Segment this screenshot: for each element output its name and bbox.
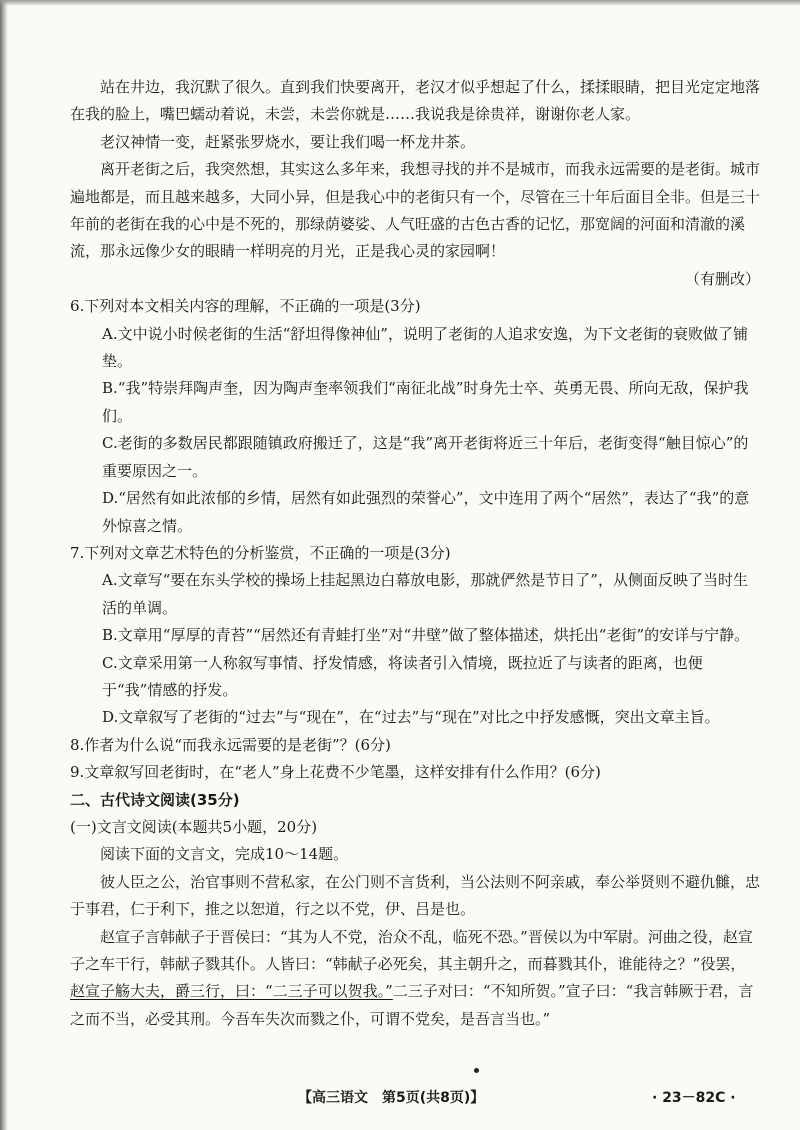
classical-text-before: 赵宣子言韩献子于晋侯曰：“其为人不党，治众不乱，临死不恐。”晋侯以为中军尉。河曲之役，赵宣子之车干行，韩献子戮其仆。人皆曰：“韩献子必死矣，其主朝升之，而暮戮其仆，谁能待之？”役罢，	[70, 927, 753, 973]
question-8: 8.作者为什么说“而我永远需要的是老街”？(6分)	[70, 735, 391, 754]
question-7-option-a: A.文章写“要在东头学校的操场上挂起黑边白幕放电影，那就俨然是节日了”，从侧面反映了当时生活的单调。	[102, 571, 748, 617]
question-9: 9.文章叙写回老街时，在“老人”身上花费不少笔墨，这样安排有什么作用？(6分)	[70, 763, 601, 782]
underlined-sentence: 赵宣子觞大夫，爵三行，曰：“二三子可以贺我。”	[70, 982, 393, 1001]
section-2-subtitle: (一)文言文阅读(本题共5小题，20分)	[70, 817, 318, 836]
footer-page-label: 【高三语文 第5页(共8页)】	[298, 1090, 485, 1106]
scan-shadow-left	[0, 0, 8, 1130]
passage-paragraph-1: 站在井边，我沉默了很久。直到我们快要离开，老汉才似乎想起了什么，揉揉眼睛，把目光定定地落在我的脸上，嘴巴蠕动着说，未尝，未尝你就是……我说我是徐贵祥，谢谢你老人家。	[70, 78, 761, 124]
footer-exam-code: · 23－82C ·	[652, 1090, 736, 1106]
page-content	[70, 74, 760, 1033]
classical-paragraph-2	[70, 924, 760, 1034]
passage-paragraph-2: 老汉神情一变，赶紧张罗烧水，要让我们喝一杯龙井茶。	[100, 132, 476, 151]
question-6-option-b: B.“我”特崇拜陶声奎，因为陶声奎率领我们“南征北战”时身先士卒、英勇无畏、所向无敌，保护我们。	[102, 379, 749, 425]
question-6-stem: 6.下列对本文相关内容的理解，不正确的一项是(3分)	[70, 297, 421, 316]
question-6-option-c: C.老街的多数居民都跟随镇政府搬迁了，这是“我”离开老街将近三十年后，老街变得“触目惊心”的重要原因之一。	[102, 434, 749, 480]
question-6-option-a: A.文中说小时候老街的生活“舒坦得像神仙”，说明了老街的人追求安逸，为下文老街的衰败做了铺垫。	[102, 324, 748, 371]
source-note: （有删改）	[684, 269, 760, 288]
question-7-stem: 7.下列对文章艺术特色的分析鉴赏，不正确的一项是(3分)	[70, 543, 451, 562]
classical-text-after: 二三子对曰：“不知所贺。”宣子曰：“我言韩厥于君，言之而不当，必受其刑。今吾车失次而戮之仆，可谓不党矣，是吾言当也。”	[70, 982, 754, 1028]
question-6-option-d: D.“居然有如此浓郁的乡情，居然有如此强烈的荣誉心”，文中连用了两个“居然”，表达了“我”的意外惊喜之情。	[102, 489, 750, 535]
question-7-option-c: C.文章采用第一人称叙写事情、抒发情感，将读者引入情境，既拉近了与读者的距离，也便于“我”情感的抒发。	[102, 653, 703, 699]
reading-instruction: 阅读下面的文言文，完成10～14题。	[100, 845, 349, 864]
scan-shadow-top	[0, 0, 800, 6]
question-7-option-b: B.文章用“厚厚的青苔”“居然还有青蛙打坐”对“井壁”做了整体描述，烘托出“老街”的安详与宁静。	[102, 626, 750, 645]
question-7-option-d: D.文章叙写了老街的“过去”与“现在”，在“过去”与“现在”对比之中抒发感慨，突出文章主旨。	[102, 708, 720, 727]
stray-ink-dot	[474, 1068, 479, 1073]
passage-paragraph-3: 离开老街之后，我突然想，其实这么多年来，我想寻找的并不是城市，而我永远需要的是老街。城市遍地都是，而且越来越多，大同小异，但是我心中的老街只有一个，尽管在三十年后面目全非。但是三十年前的老街在我的心中是不死的，那绿荫婆娑、人气旺盛的古色古香的记忆，那宽阔的河面和清澈的溪流，那永远像少女的眼睛一样明亮的月光，正是我心灵的家园啊！	[70, 160, 761, 261]
section-2-title: 二、古代诗文阅读(35分)	[70, 790, 240, 809]
classical-paragraph-1: 彼人臣之公，治官事则不营私家，在公门则不言货利，当公法则不阿亲戚，奉公举贤则不避仇雠，忠于事君，仁于利下，推之以恕道，行之以不党，伊、吕是也。	[70, 872, 761, 919]
